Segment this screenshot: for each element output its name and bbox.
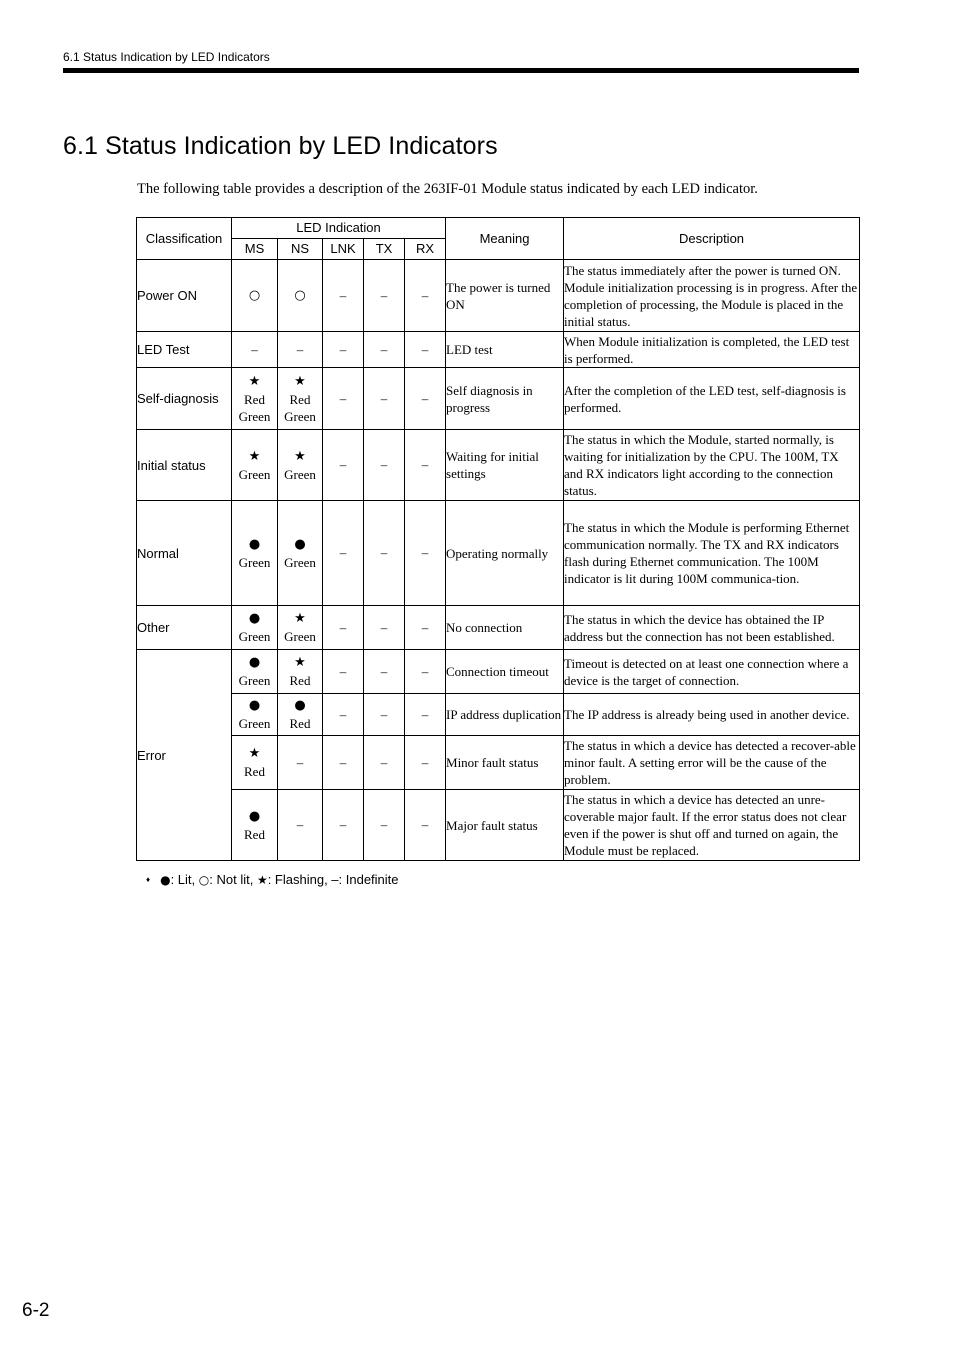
header-rx: RX	[405, 239, 446, 260]
lit-icon: ●	[248, 611, 261, 626]
table-row	[137, 332, 860, 368]
tx-indicator: –	[364, 501, 405, 606]
row-description: When Module initialization is completed, the LED test is performed.	[564, 332, 860, 368]
header-rule	[63, 68, 859, 73]
ms-indicator	[232, 260, 278, 332]
row-classification: Power ON	[137, 260, 232, 332]
row-description: The status in which the Module, started normally, is waiting for initialization by the CPU. The 100M, TX and RX indicators light according to the connection status.	[564, 430, 860, 501]
tx-indicator: –	[364, 606, 405, 650]
flashing-icon: ★	[248, 373, 261, 389]
tx-indicator: –	[364, 790, 405, 861]
flashing-icon: ★	[248, 448, 261, 464]
ns-indicator: –	[278, 736, 323, 790]
table-row	[137, 694, 860, 736]
led-color: Green	[238, 716, 271, 731]
table-row	[137, 736, 860, 790]
rx-indicator: –	[405, 260, 446, 332]
row-meaning: LED test	[446, 332, 564, 368]
page-number: 6-2	[22, 1300, 50, 1321]
tx-indicator: –	[364, 260, 405, 332]
lnk-indicator: –	[323, 260, 364, 332]
table-row	[137, 368, 860, 430]
flashing-icon: ★	[294, 611, 306, 626]
rx-indicator: –	[405, 736, 446, 790]
table-row	[137, 650, 860, 694]
table-row	[137, 501, 860, 606]
header-tx: TX	[364, 239, 405, 260]
row-classification: Other	[137, 606, 232, 650]
ns-indicator: –	[278, 790, 323, 861]
lnk-indicator: –	[323, 694, 364, 736]
row-classification: LED Test	[137, 332, 232, 368]
flashing-icon: ★	[294, 373, 306, 389]
running-header: 6.1 Status Indication by LED Indicators	[63, 50, 270, 64]
lit-icon: ●	[160, 873, 171, 887]
led-color: Red	[244, 764, 265, 779]
row-meaning: IP address duplication	[446, 694, 564, 736]
row-classification: Normal	[137, 501, 232, 606]
diamond-bullet-icon: ♦	[146, 875, 151, 884]
row-meaning: Operating normally	[446, 501, 564, 606]
rx-indicator: –	[405, 606, 446, 650]
row-description: The status in which a device has detected a recover-able minor fault. A setting error will be the cause of the problem.	[564, 736, 860, 790]
led-color: Red Green	[284, 391, 316, 424]
tx-indicator: –	[364, 430, 405, 501]
led-color: Red	[244, 826, 265, 842]
led-color: Green	[238, 466, 271, 482]
led-color: Green	[284, 629, 316, 644]
ms-indicator	[232, 694, 278, 736]
header-lnk: LNK	[323, 239, 364, 260]
row-meaning: Self diagnosis in progress	[446, 368, 564, 430]
header-led-indication: LED Indication	[232, 218, 446, 239]
table-row	[137, 790, 860, 861]
ns-indicator	[278, 430, 323, 501]
lnk-indicator: –	[323, 501, 364, 606]
symbol-legend	[146, 872, 399, 887]
led-color: Red Green	[238, 391, 271, 424]
flashing-icon: ★	[294, 448, 306, 464]
lit-icon: ●	[248, 698, 261, 713]
table-row	[137, 430, 860, 501]
ns-indicator: –	[278, 332, 323, 368]
intro-paragraph: The following table provides a description of the 263IF-01 Module status indicated by each LED indicator.	[137, 181, 758, 197]
lnk-indicator: –	[323, 790, 364, 861]
header-classification: Classification	[137, 218, 232, 260]
tx-indicator: –	[364, 736, 405, 790]
header-meaning: Meaning	[446, 218, 564, 260]
led-color: Red	[289, 716, 311, 731]
rx-indicator: –	[405, 790, 446, 861]
row-meaning: Connection timeout	[446, 650, 564, 694]
not-lit-icon: ○	[248, 287, 261, 303]
led-color: Green	[238, 673, 271, 688]
row-meaning: Major fault status	[446, 790, 564, 861]
row-description: After the completion of the LED test, self-diagnosis is performed.	[564, 368, 860, 430]
ms-indicator	[232, 736, 278, 790]
flashing-icon: ★	[248, 746, 261, 761]
table-row	[137, 260, 860, 332]
rx-indicator: –	[405, 501, 446, 606]
tx-indicator: –	[364, 650, 405, 694]
flashing-icon: ★	[294, 655, 306, 670]
led-color: Green	[284, 554, 316, 570]
ns-indicator	[278, 260, 323, 332]
legend-lit-label: : Lit,	[170, 872, 199, 887]
lit-icon: ●	[248, 655, 261, 670]
ms-indicator	[232, 368, 278, 430]
row-meaning: Waiting for initial settings	[446, 430, 564, 501]
led-color: Green	[284, 466, 316, 482]
rx-indicator: –	[405, 368, 446, 430]
led-status-table	[136, 217, 860, 861]
row-classification: Self-diagnosis	[137, 368, 232, 430]
lnk-indicator: –	[323, 430, 364, 501]
tx-indicator: –	[364, 368, 405, 430]
header-description: Description	[564, 218, 860, 260]
indefinite-icon: –	[331, 872, 339, 887]
header-ms: MS	[232, 239, 278, 260]
header-ns: NS	[278, 239, 323, 260]
rx-indicator: –	[405, 332, 446, 368]
row-meaning: No connection	[446, 606, 564, 650]
not-lit-icon: ○	[294, 287, 306, 303]
led-color: Green	[238, 554, 271, 570]
tx-indicator: –	[364, 694, 405, 736]
row-description: The status in which the device has obtained the IP address but the connection has not been established.	[564, 606, 860, 650]
ns-indicator	[278, 606, 323, 650]
lnk-indicator: –	[323, 368, 364, 430]
lit-icon: ●	[248, 536, 261, 552]
rx-indicator: –	[405, 694, 446, 736]
lnk-indicator: –	[323, 650, 364, 694]
legend-notlit-label: : Not lit,	[209, 872, 257, 887]
tx-indicator: –	[364, 332, 405, 368]
ns-indicator	[278, 650, 323, 694]
lnk-indicator: –	[323, 332, 364, 368]
ns-indicator	[278, 694, 323, 736]
row-meaning: Minor fault status	[446, 736, 564, 790]
lit-icon: ●	[248, 808, 261, 824]
ns-indicator	[278, 368, 323, 430]
lnk-indicator: –	[323, 736, 364, 790]
ns-indicator	[278, 501, 323, 606]
row-description: The status immediately after the power is turned ON. Module initialization processing is in progress. After the completion of processing, the Module is placed in the initial status.	[564, 260, 860, 332]
table-row	[137, 606, 860, 650]
lit-icon: ●	[294, 698, 306, 713]
row-classification: Error	[137, 650, 232, 861]
ms-indicator: –	[232, 332, 278, 368]
ms-indicator	[232, 430, 278, 501]
legend-indef-label: : Indefinite	[338, 872, 399, 887]
row-meaning: The power is turned ON	[446, 260, 564, 332]
row-description: The status in which the Module is performing Ethernet communication normally. The TX and RX indicators flash during Ethernet communication. The 100M indicator is lit during 100M communica-tion.	[564, 501, 860, 606]
flashing-icon: ★	[256, 873, 268, 887]
lit-icon: ●	[294, 536, 306, 552]
row-description: Timeout is detected on at least one connection where a device is the target of connection.	[564, 650, 860, 694]
lnk-indicator: –	[323, 606, 364, 650]
ms-indicator	[232, 790, 278, 861]
not-lit-icon: ○	[198, 873, 210, 887]
rx-indicator: –	[405, 650, 446, 694]
rx-indicator: –	[405, 430, 446, 501]
row-description: The status in which a device has detected an unre-coverable major fault. If the error status does not clear even if the power is shut off and turned on again, the Module must be replaced.	[564, 790, 860, 861]
led-color: Green	[238, 629, 271, 644]
led-color: Red	[289, 673, 311, 688]
row-classification: Initial status	[137, 430, 232, 501]
ms-indicator	[232, 606, 278, 650]
ms-indicator	[232, 650, 278, 694]
row-description: The IP address is already being used in another device.	[564, 694, 860, 736]
ms-indicator	[232, 501, 278, 606]
section-title: 6.1 Status Indication by LED Indicators	[63, 132, 498, 160]
legend-flash-label: : Flashing,	[267, 872, 332, 887]
